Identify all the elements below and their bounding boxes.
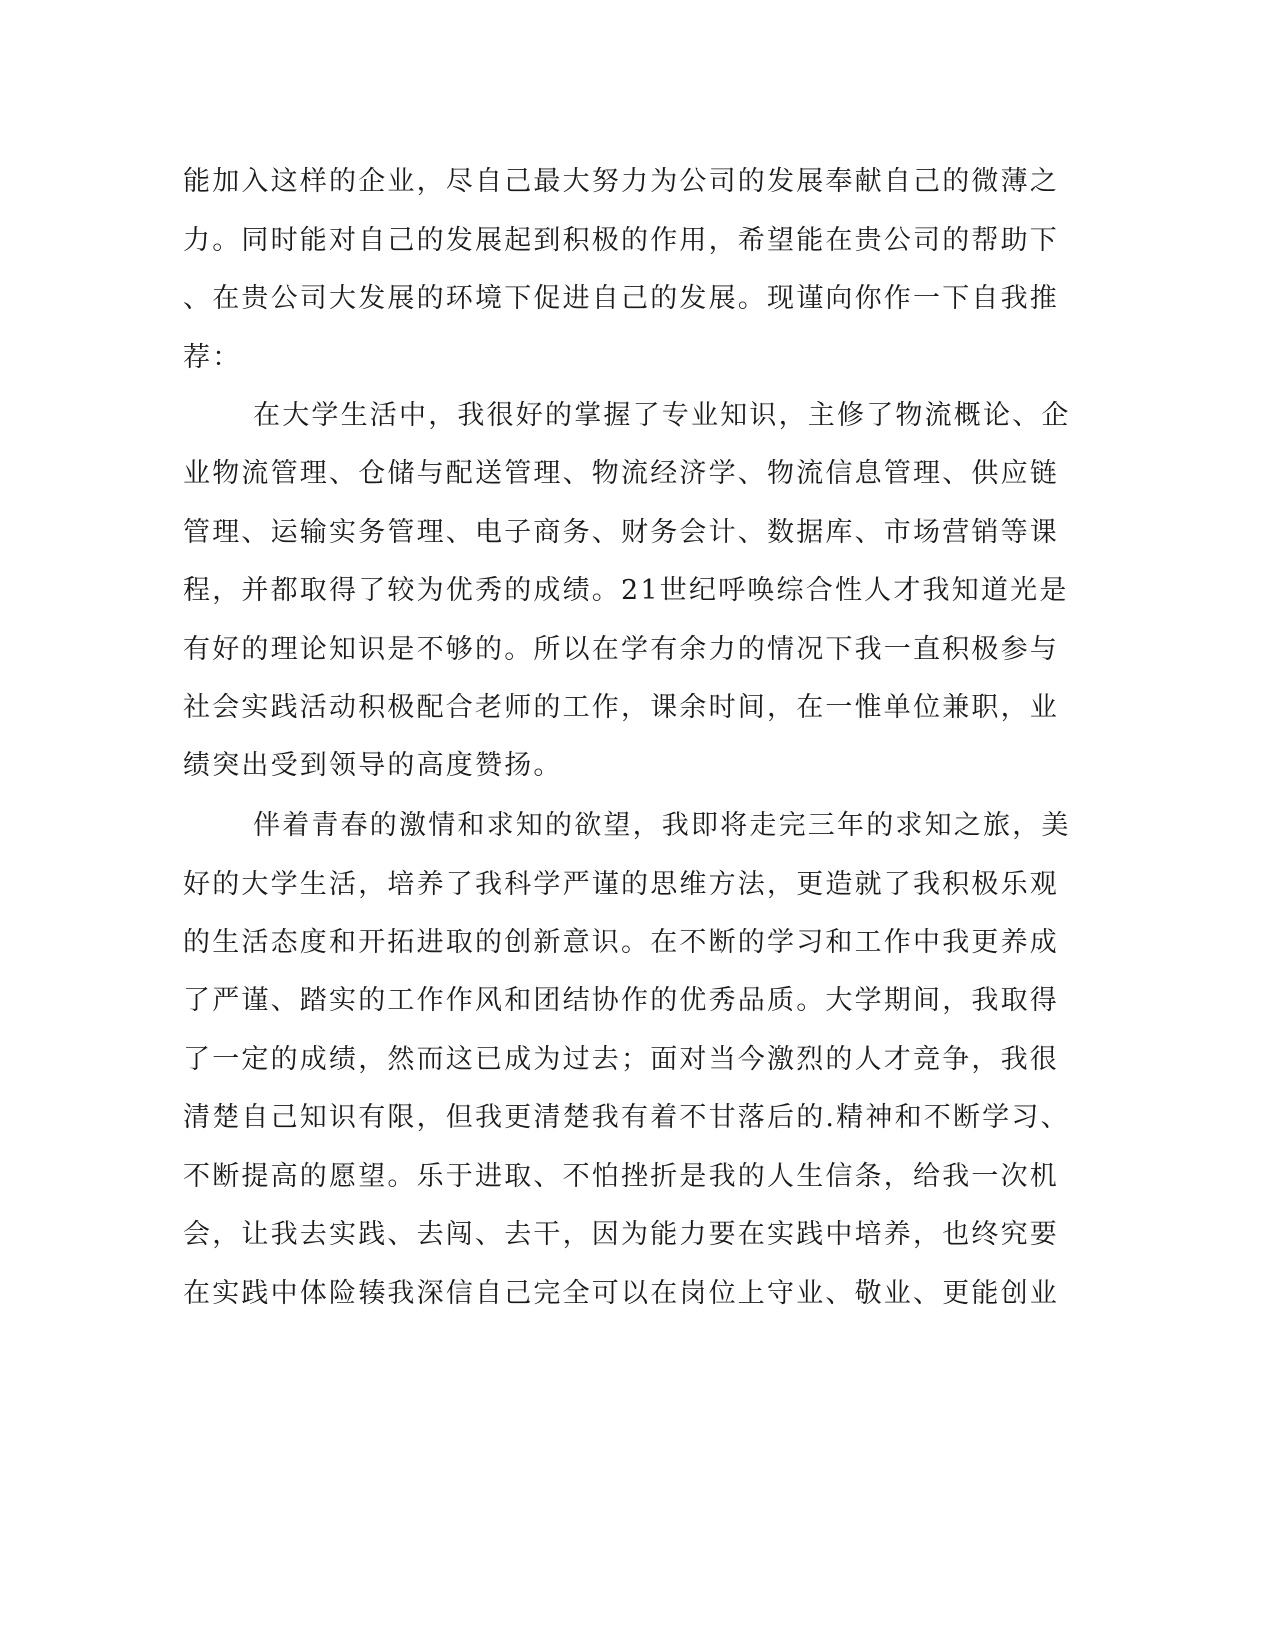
text-line: 有好的理论知识是不够的。所以在学有余力的情况下我一直积极参与 (183, 634, 1059, 665)
text-line: 的生活态度和开拓进取的创新意识。在不断的学习和工作中我更养成 (183, 927, 1059, 958)
text-line: 清楚自己知识有限，但我更清楚我有着不甘落后的.精神和不断学习、 (183, 1102, 1070, 1133)
text-line: 了严谨、踏实的工作作风和团结协作的优秀品质。大学期间，我取得 (183, 985, 1059, 1016)
text-line: 力。同时能对自己的发展起到积极的作用，希望能在贵公司的帮助下 (183, 225, 1059, 256)
text-line: 好的大学生活，培养了我科学严谨的思维方法，更造就了我积极乐观 (183, 869, 1059, 900)
text-line: 能加入这样的企业，尽自己最大努力为公司的发展奉献自己的微薄之 (183, 166, 1059, 197)
text-line: 业物流管理、仓储与配送管理、物流经济学、物流信息管理、供应链 (183, 458, 1059, 489)
text-line: 了一定的成绩，然而这已成为过去；面对当今激烈的人才竞争，我很 (183, 1044, 1059, 1075)
text-line: 会，让我去实践、去闯、去干，因为能力要在实践中培养，也终究要 (183, 1219, 1059, 1250)
text-line: 管理、运输实务管理、电子商务、财务会计、数据库、市场营销等课 (183, 517, 1059, 548)
text-line: 在实践中体险辏我深信自己完全可以在岗位上守业、敬业、更能创业 (183, 1278, 1059, 1309)
text-line: 荐： (183, 342, 242, 373)
text-line: 、在贵公司大发展的环境下促进自己的发展。现谨向你作一下自我推 (183, 283, 1059, 314)
text-line: 不断提高的愿望。乐于进取、不怕挫折是我的人生信条，给我一次机 (183, 1161, 1059, 1192)
paragraph-start-line: 在大学生活中，我很好的掌握了专业知识，主修了物流概论、企 (253, 400, 1071, 431)
paragraph-start-line: 伴着青春的激情和求知的欲望，我即将走完三年的求知之旅，美 (253, 810, 1071, 841)
text-line: 社会实践活动积极配合老师的工作，课余时间，在一惟单位兼职，业 (183, 692, 1059, 723)
text-line: 绩突出受到领导的高度赞扬。 (183, 750, 563, 781)
text-line: 程，并都取得了较为优秀的成绩。21世纪呼唤综合性人才我知道光是 (183, 575, 1069, 606)
